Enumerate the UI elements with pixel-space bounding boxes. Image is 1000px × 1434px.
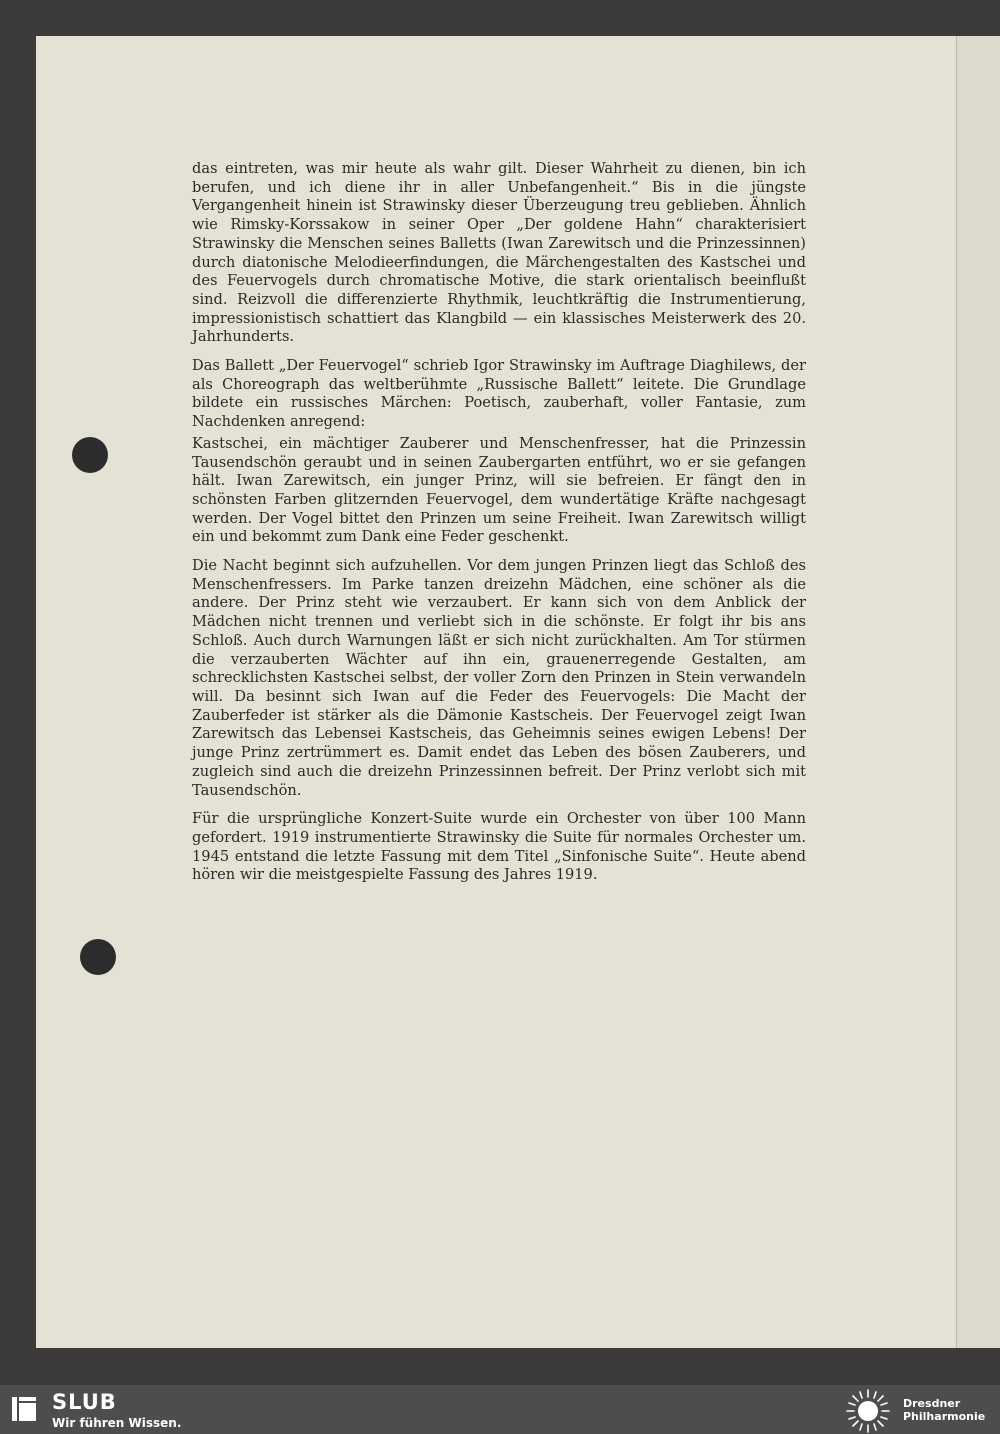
slub-logo-icon[interactable] xyxy=(12,1397,40,1421)
slub-name[interactable]: SLUB xyxy=(52,1390,117,1414)
document-text xyxy=(192,160,806,895)
dresdner-philharmonie-logo-icon[interactable] xyxy=(842,1389,894,1433)
slub-tagline: Wir führen Wissen. xyxy=(52,1416,182,1430)
paragraph-story-night: Die Nacht beginnt sich aufzuhellen. Vor dem jungen Prinzen liegt das Schloß des Menschenfressers. Im Parke tanzen dreizehn Mädchen, eine schöner als die andere. Der Prinz steht wie verzaubert. Er kann sich von dem Anblick der Mädchen nicht trennen und verliebt sich in die schönste. Er folgt ihr bis ans Schloß. Auch durch Warnungen läßt er sich nicht zurückhalten. Am Tor stürmen die verzauberten Wächter auf ihn ein, grauenerregende Gestalten, am schrecklichsten Kastschei selbst, der voller Zorn den Prinzen in Stein verwandeln will. Da besinnt sich Iwan auf die Feder des Feuervogels: Die Macht der Zauberfeder ist stärker als die Dämonie Kastscheis. Der Feuervogel zeigt Iwan Zarewitsch das Lebensei Kastscheis, das Geheimnis seines ewigen Lebens! Der junge Prinz zertrümmert es. Damit endet das Leben des bösen Zauberers, und zugleich sind auch die dreizehn Prinzessinnen befreit. Der Prinz verlobt sich mit Tausendschön. xyxy=(192,557,806,799)
punch-hole-top xyxy=(72,437,108,473)
footer-bar xyxy=(0,1385,1000,1434)
paragraph-story-start: Kastschei, ein mächtiger Zauberer und Menschenfresser, hat die Prinzessin Tausendschön geraubt und in seinen Zaubergarten entführt, wo er sie gefangen hält. Iwan Zarewitsch, ein junger Prinz, will sie befreien. Er fängt den in schönsten Farben glitzernden Feuervogel, dem wundertätige Kräfte nachgesagt werden. Der Vogel bittet den Prinzen um seine Freiheit. Iwan Zarewitsch willigt ein und bekommt zum Dank eine Feder geschenkt. xyxy=(192,434,806,546)
dresdner-philharmonie-name[interactable] xyxy=(903,1397,985,1423)
punch-hole-bottom xyxy=(80,939,116,975)
partner-name-line1: Dresdner xyxy=(903,1397,961,1410)
paragraph-ballet: Das Ballett „Der Feuervogel“ schrieb Igor Strawinsky im Auftrage Diaghilews, der als Choreograph das weltberühmte „Russische Ballett“ leitete. Die Grundlage bildete ein russisches Märchen: Poetisch, zauberhaft, voller Fantasie, zum Nachdenken anregend: xyxy=(192,357,806,431)
paragraph-intro: das eintreten, was mir heute als wahr gilt. Dieser Wahrheit zu dienen, bin ich berufen, und ich diene ihr in aller Unbefangenheit.“ Bis in die jüngste Vergangenheit hinein ist Strawinsky dieser Überzeugung treu geblieben. Ähnlich wie Rimsky-Korssakow in seiner Oper „Der goldene Hahn“ charakterisiert Strawinsky die Menschen seines Balletts (Iwan Zarewitsch und die Prinzessinnen) durch diatonische Melodieerfindungen, die Märchengestalten des Kastschei und des Feuervogels durch chromatische Motive, die stark orientalisch beeinflußt sind. Reizvoll die differenzierte Rhythmik, leuchtkräftig die Instrumentierung, impressionistisch schattiert das Klangbild — ein klassisches Meisterwerk des 20. Jahrhunderts. xyxy=(192,160,806,346)
paragraph-suite: Für die ursprüngliche Konzert-Suite wurde ein Orchester von über 100 Mann gefordert. 1919 instrumentierte Strawinsky die Suite für normales Orchester um. 1945 entstand die letzte Fassung mit dem Titel „Sinfonische Suite“. Heute abend hören wir die meistgespielte Fassung des Jahres 1919. xyxy=(192,810,806,884)
partner-name-line2: Philharmonie xyxy=(903,1410,986,1423)
next-page-edge xyxy=(956,36,1000,1348)
